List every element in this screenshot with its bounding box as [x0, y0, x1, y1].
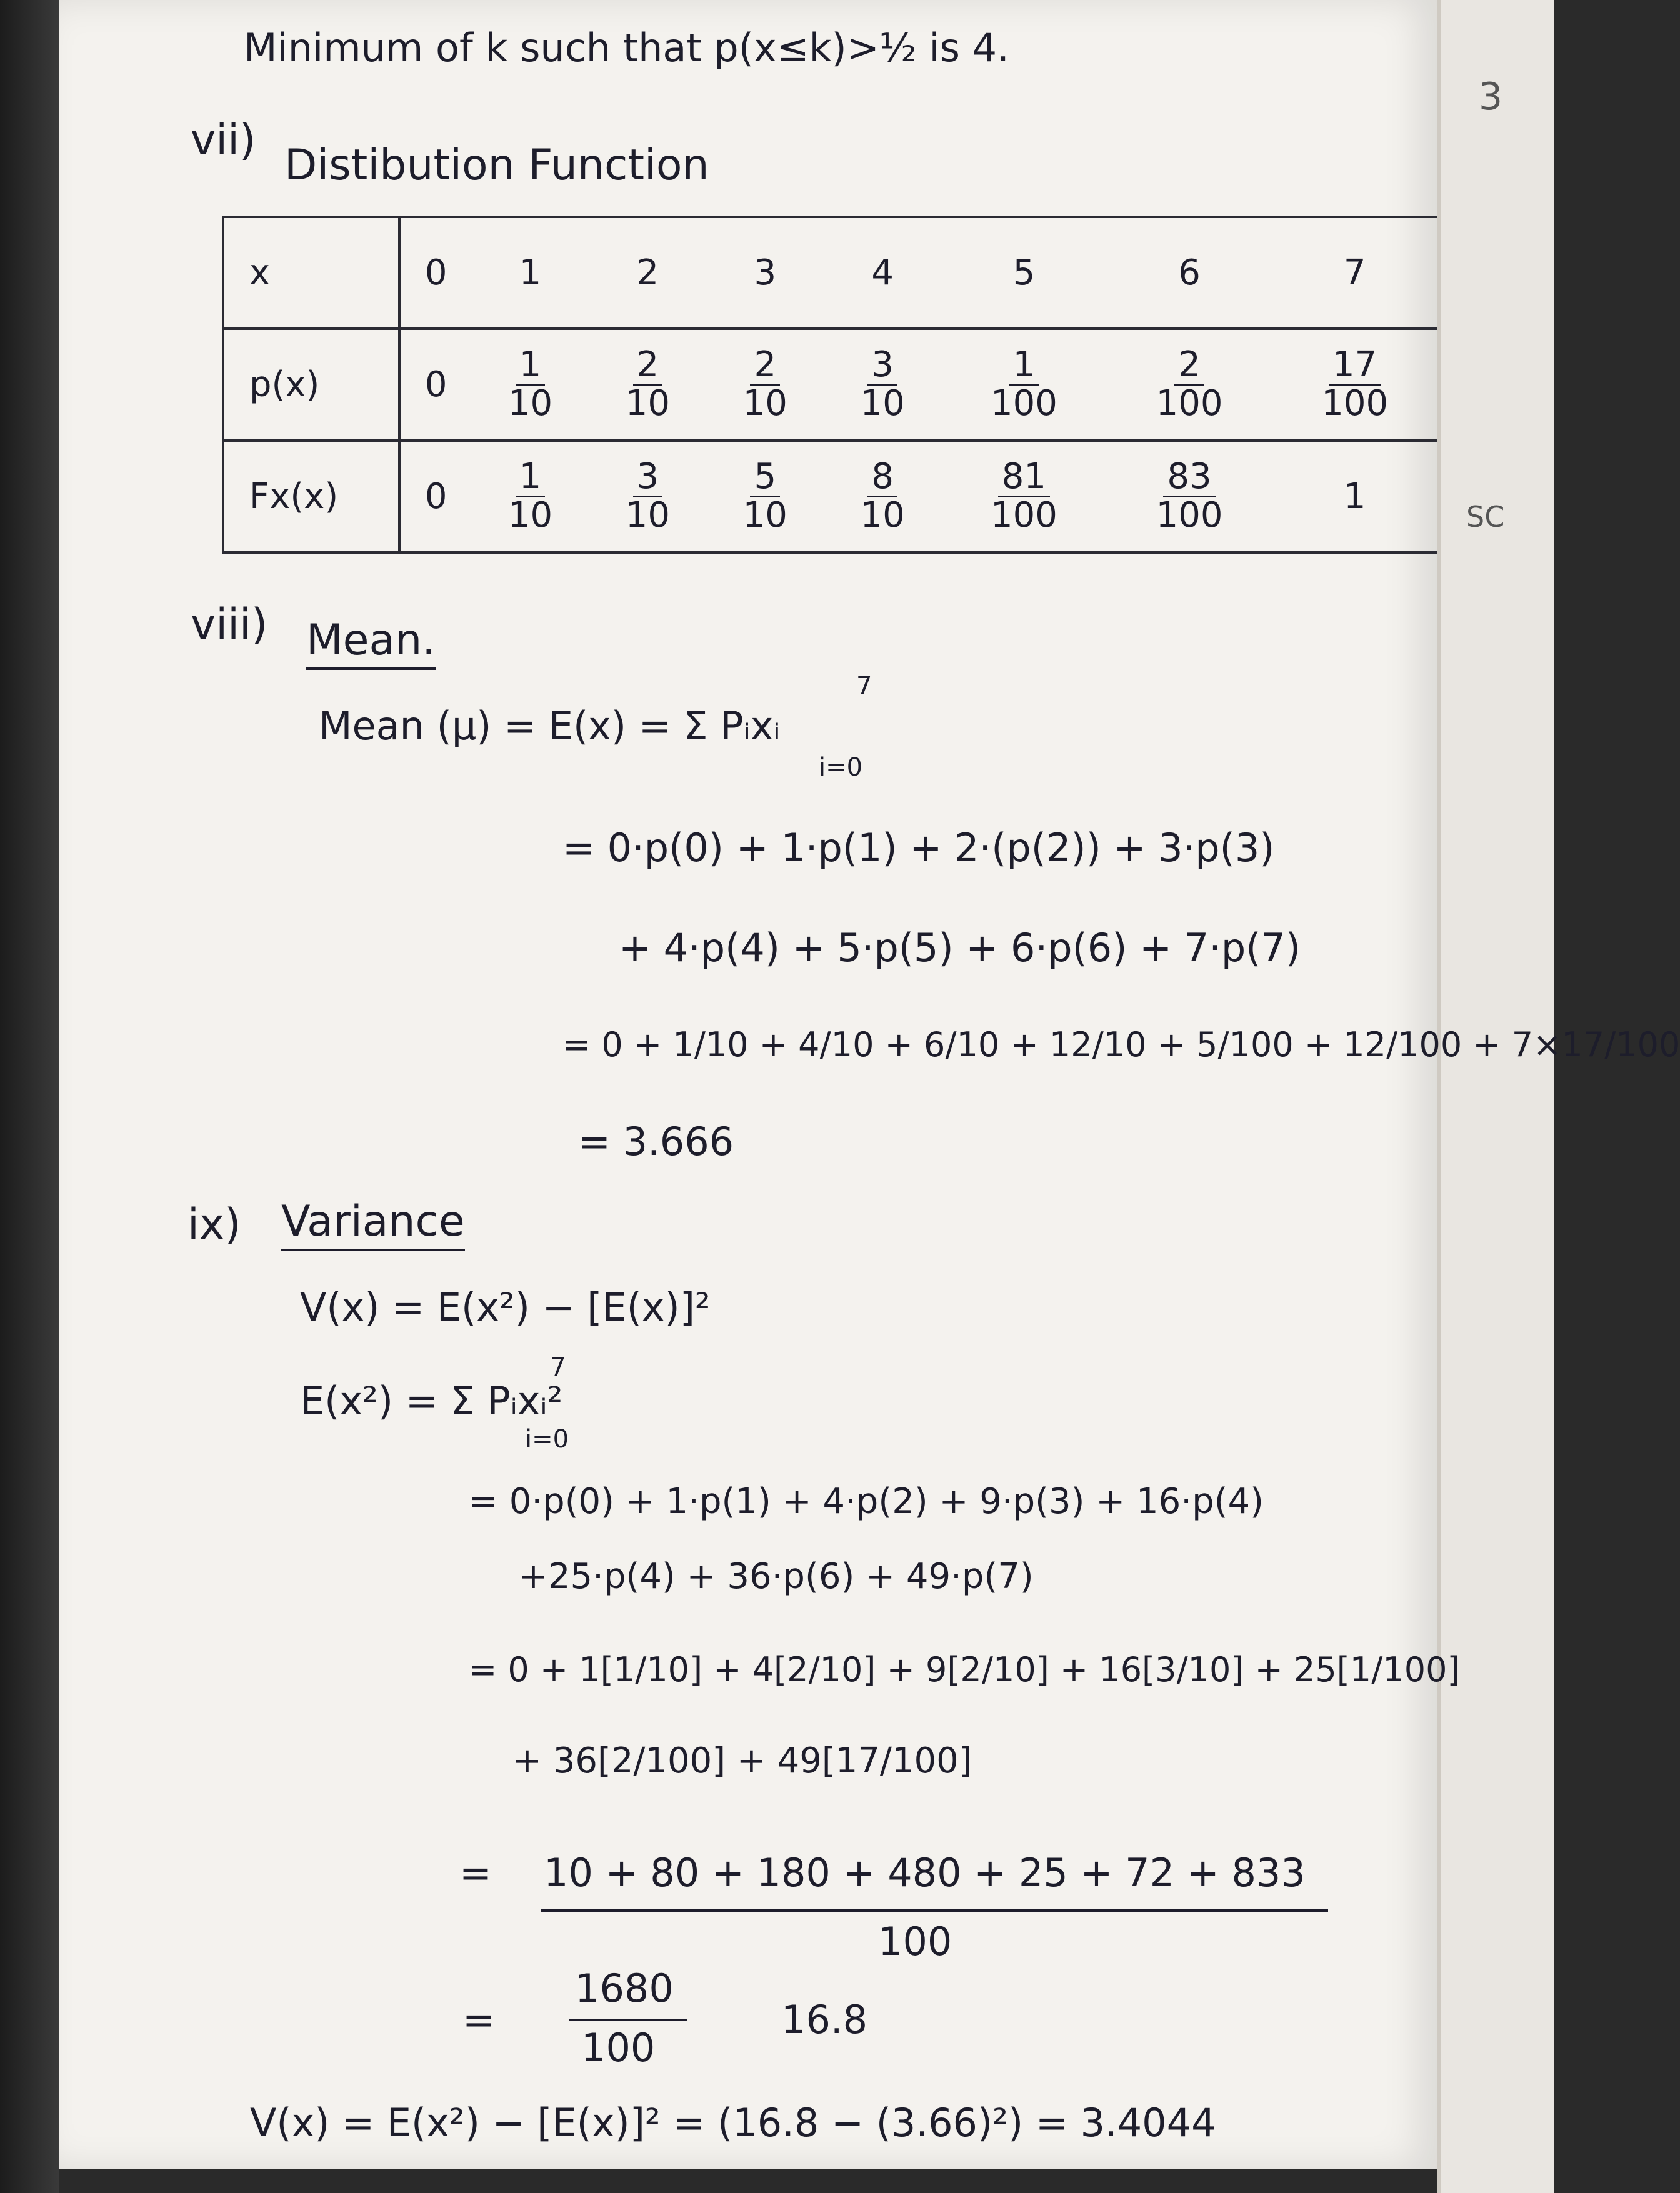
sum-eq-sign: = [459, 1850, 492, 1896]
frac-eq-sign: = [462, 1997, 495, 2042]
side-mark-mid: SC [1466, 500, 1505, 534]
frac-bar [569, 2019, 688, 2021]
mean-terms: = 0 + 1/10 + 4/10 + 6/10 + 12/10 + 5/100 + 12/100 + 7×17/100 [562, 1025, 1680, 1064]
side-mark-top: 3 [1479, 75, 1503, 119]
section-ix-title: Variance [281, 1197, 465, 1251]
x-cell: 3 [706, 217, 824, 329]
x-cell: 1 [472, 217, 589, 329]
section-vii-label: vii) [191, 116, 256, 165]
row-label-p: p(x) [223, 329, 399, 441]
ex2-expand-2: +25·p(4) + 36·p(6) + 49·p(7) [519, 1556, 1034, 1597]
frac-value: 16.8 [781, 1997, 868, 2042]
intro-line: Minimum of k such that p(x≤k)>½ is 4. [244, 25, 1009, 71]
variance-final: V(x) = E(x²) − [E(x)]² = (16.8 − (3.66)²) = 3.4044 [250, 2100, 1216, 2146]
p-cell: $\frac{2}{100}$ [1107, 329, 1272, 441]
x-cell: 7 [1272, 217, 1438, 329]
f-cell: $\frac{5}{10}$ [706, 441, 824, 552]
ex2-definition: E(x²) = Σ Pᵢxᵢ² [300, 1378, 563, 1424]
frac-numerator: 1680 [575, 1966, 674, 2011]
p-cell: $\frac{2}{10}$ [706, 329, 824, 441]
x-cell: 5 [941, 217, 1107, 329]
variance-definition: V(x) = E(x²) − [E(x)]² [300, 1284, 711, 1330]
mean-sum-lower: i=0 [819, 753, 863, 782]
f-cell: $\frac{81}{100}$ [941, 441, 1107, 552]
p-cell: $\frac{1}{10}$ [472, 329, 589, 441]
x-cell: 4 [824, 217, 941, 329]
binder-margin [0, 0, 59, 2193]
sum-numerator: 10 + 80 + 180 + 480 + 25 + 72 + 833 [544, 1850, 1306, 1896]
x-cell: 0 [399, 217, 472, 329]
row-label-f: Fx(x) [223, 441, 399, 552]
mean-expand-2: + 4·p(4) + 5·p(5) + 6·p(6) + 7·p(7) [619, 925, 1301, 971]
p-cell: $\frac{2}{10}$ [589, 329, 706, 441]
p-cell: $\frac{17}{100}$ [1272, 329, 1438, 441]
f-cell: $\frac{3}{10}$ [589, 441, 706, 552]
section-viii-title: Mean. [306, 616, 436, 670]
distribution-table [222, 216, 1438, 554]
table-row-x [223, 217, 1438, 329]
fraction-bar [541, 1909, 1328, 1912]
section-vii-title: Distibution Function [284, 141, 709, 190]
p-cell: 0 [399, 329, 472, 441]
f-cell: $\frac{8}{10}$ [824, 441, 941, 552]
sum-denominator: 100 [878, 1919, 952, 1964]
mean-sum-upper: 7 [856, 672, 872, 701]
row-label-x: x [223, 217, 399, 329]
f-cell: 0 [399, 441, 472, 552]
mean-result: = 3.666 [578, 1119, 734, 1164]
f-cell: $\frac{83}{100}$ [1107, 441, 1272, 552]
section-viii-label: viii) [191, 600, 268, 649]
table-row-f [223, 441, 1438, 552]
p-cell: $\frac{1}{100}$ [941, 329, 1107, 441]
section-ix-label: ix) [188, 1200, 241, 1249]
f-cell: 1 [1272, 441, 1438, 552]
ex2-sum-lower: i=0 [525, 1425, 569, 1454]
x-cell: 6 [1107, 217, 1272, 329]
mean-expand-1: = 0·p(0) + 1·p(1) + 2·(p(2)) + 3·p(3) [562, 825, 1275, 871]
mean-definition: Mean (μ) = E(x) = Σ Pᵢxᵢ [319, 703, 781, 749]
ex2-sum-upper: 7 [550, 1353, 566, 1382]
ex2-subst-1: = 0 + 1[1/10] + 4[2/10] + 9[2/10] + 16[3/10] + 25[1/100] [469, 1650, 1461, 1689]
f-cell: $\frac{1}{10}$ [472, 441, 589, 552]
p-cell: $\frac{3}{10}$ [824, 329, 941, 441]
frac-denominator: 100 [581, 2025, 656, 2071]
table-row-p [223, 329, 1438, 441]
ex2-subst-2: + 36[2/100] + 49[17/100] [512, 1741, 972, 1781]
ex2-expand-1: = 0·p(0) + 1·p(1) + 4·p(2) + 9·p(3) + 16·p(4) [469, 1481, 1264, 1522]
adjacent-page [1438, 0, 1554, 2193]
x-cell: 2 [589, 217, 706, 329]
